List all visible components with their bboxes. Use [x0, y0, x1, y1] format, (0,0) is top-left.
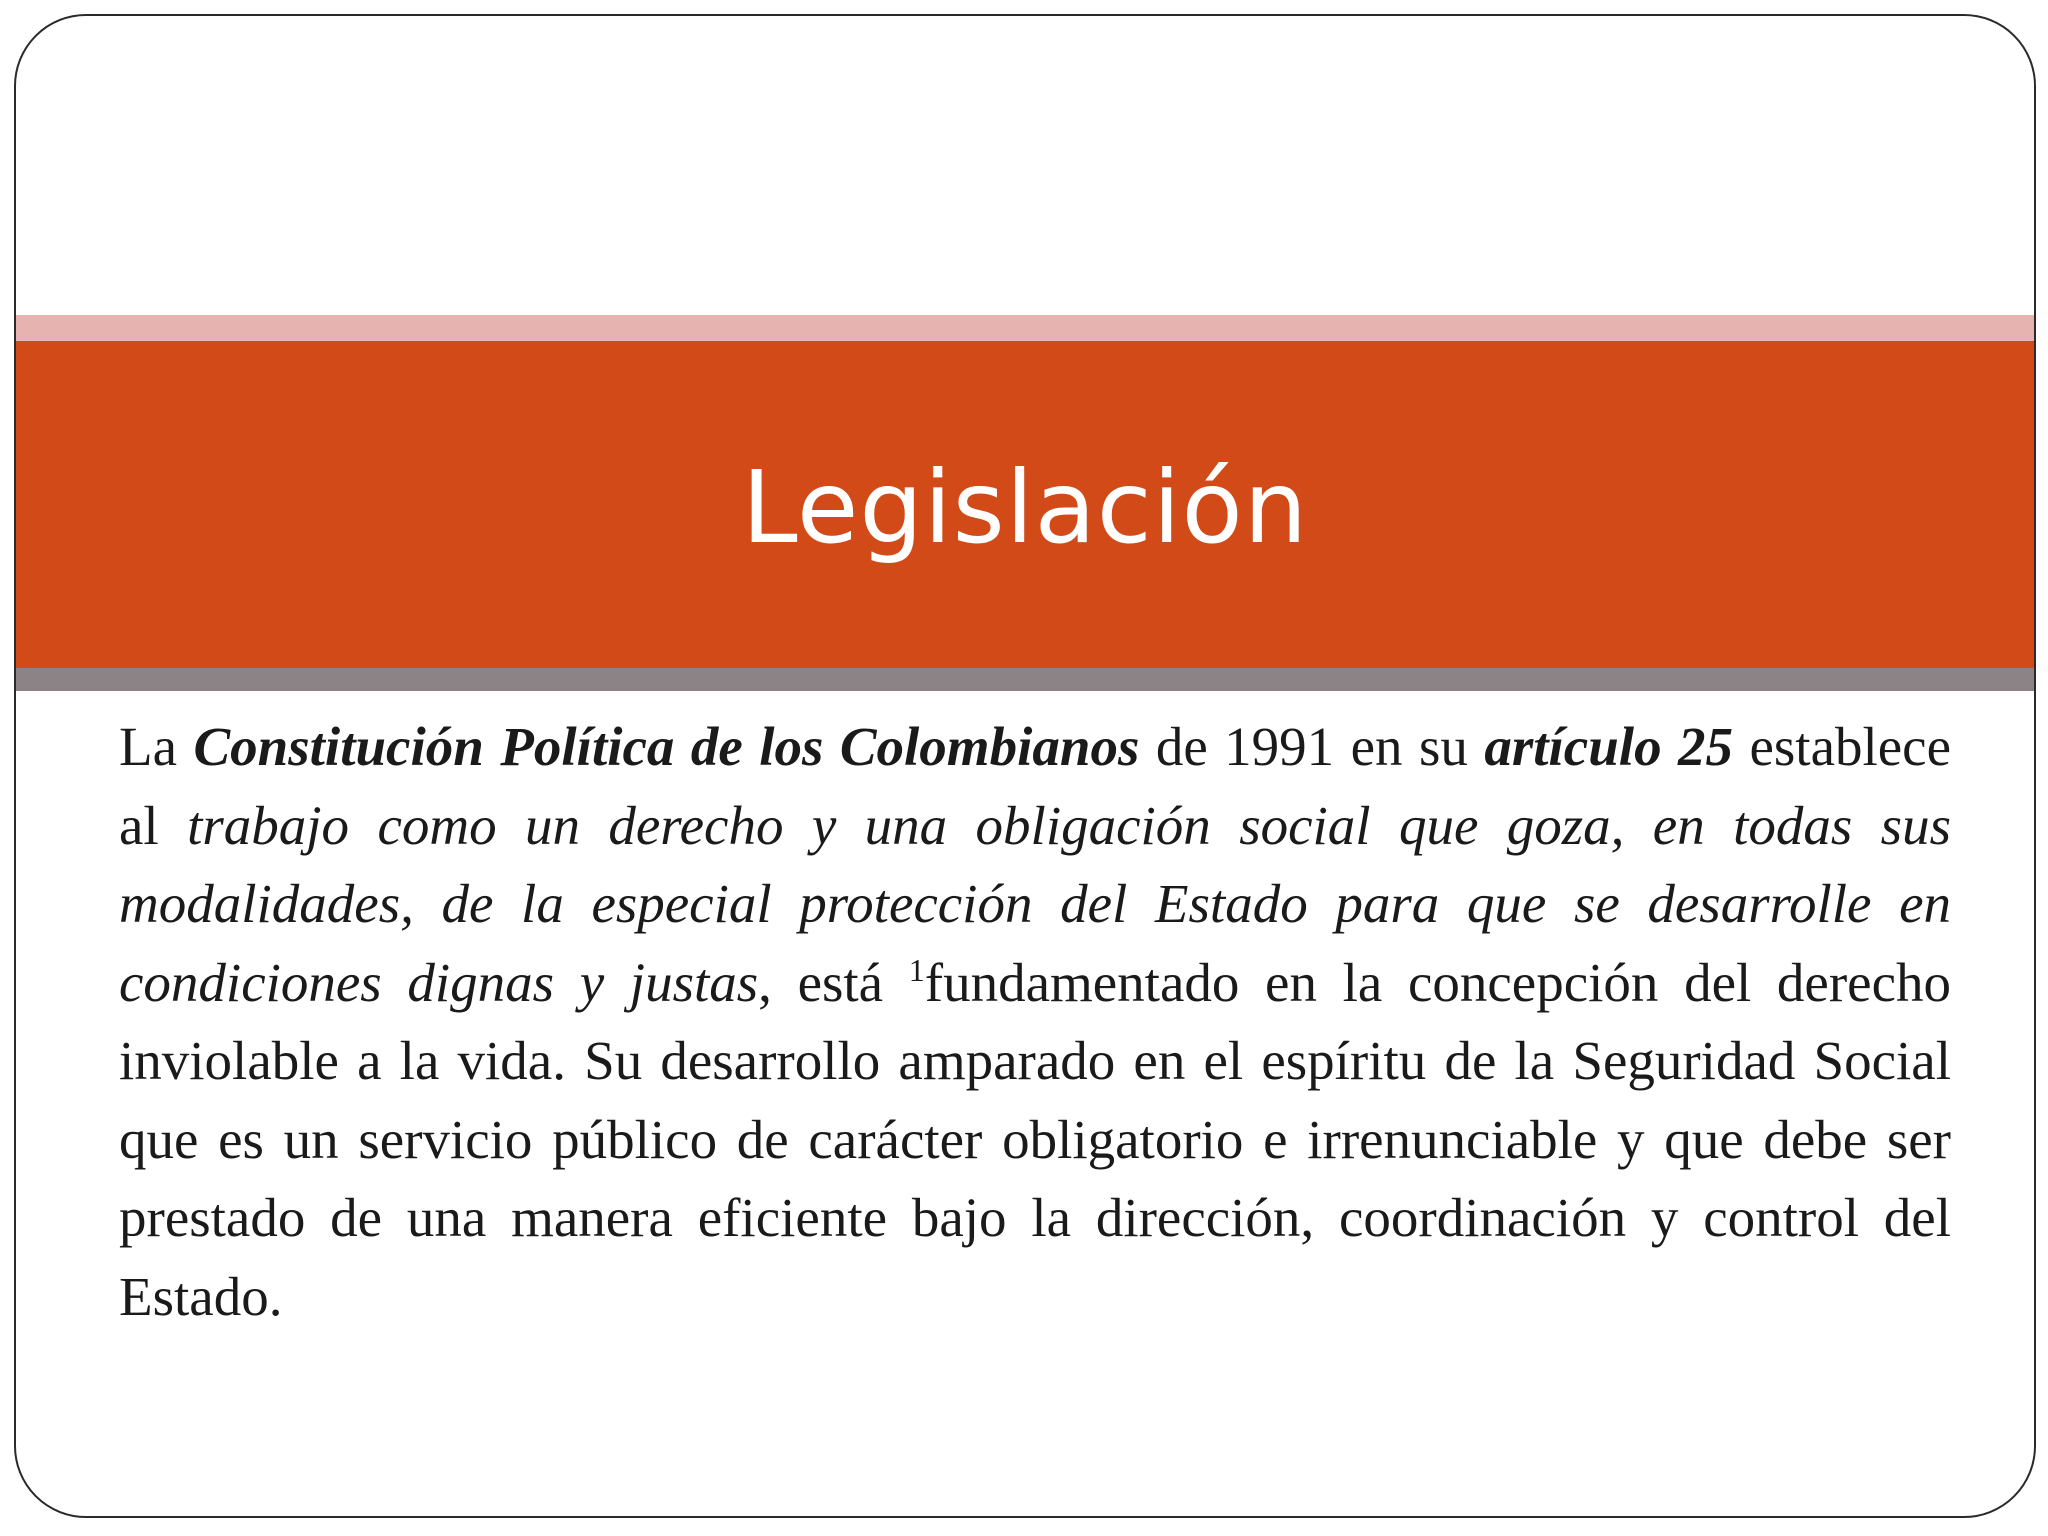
quoted-article-text: trabajo como un derecho y una obligación social que goza, en todas sus modalidades, de la especial protección del Estado para que se desarrolle en condiciones dignas y justas — [119, 794, 1951, 1013]
text-run: La — [119, 716, 194, 777]
text-run: establece al — [119, 716, 1951, 856]
text-run: de 1991 en su — [1139, 716, 1485, 777]
title-band — [16, 341, 2034, 668]
top-accent-band — [16, 315, 2034, 341]
body-paragraph — [119, 708, 1951, 1336]
text-run: fundamentado en la concepción del derecho inviolable a la vida. Su desarrollo amparado en el espíritu de la Seguridad Social que es un servicio público de carácter obligatorio e irrenunciable y que debe ser prestado de una manera eficiente bajo la dirección, coordinación y control del Estado. — [119, 951, 1951, 1327]
constitution-name: Constitución Política de los Colombianos — [193, 716, 1140, 777]
article-reference: artículo 25 — [1484, 716, 1734, 777]
slide — [14, 14, 2036, 1518]
text-run: , está — [758, 951, 909, 1013]
footnote-marker: 1 — [908, 951, 925, 988]
bottom-accent-band — [16, 668, 2034, 691]
slide-title: Legislación — [741, 449, 1309, 566]
